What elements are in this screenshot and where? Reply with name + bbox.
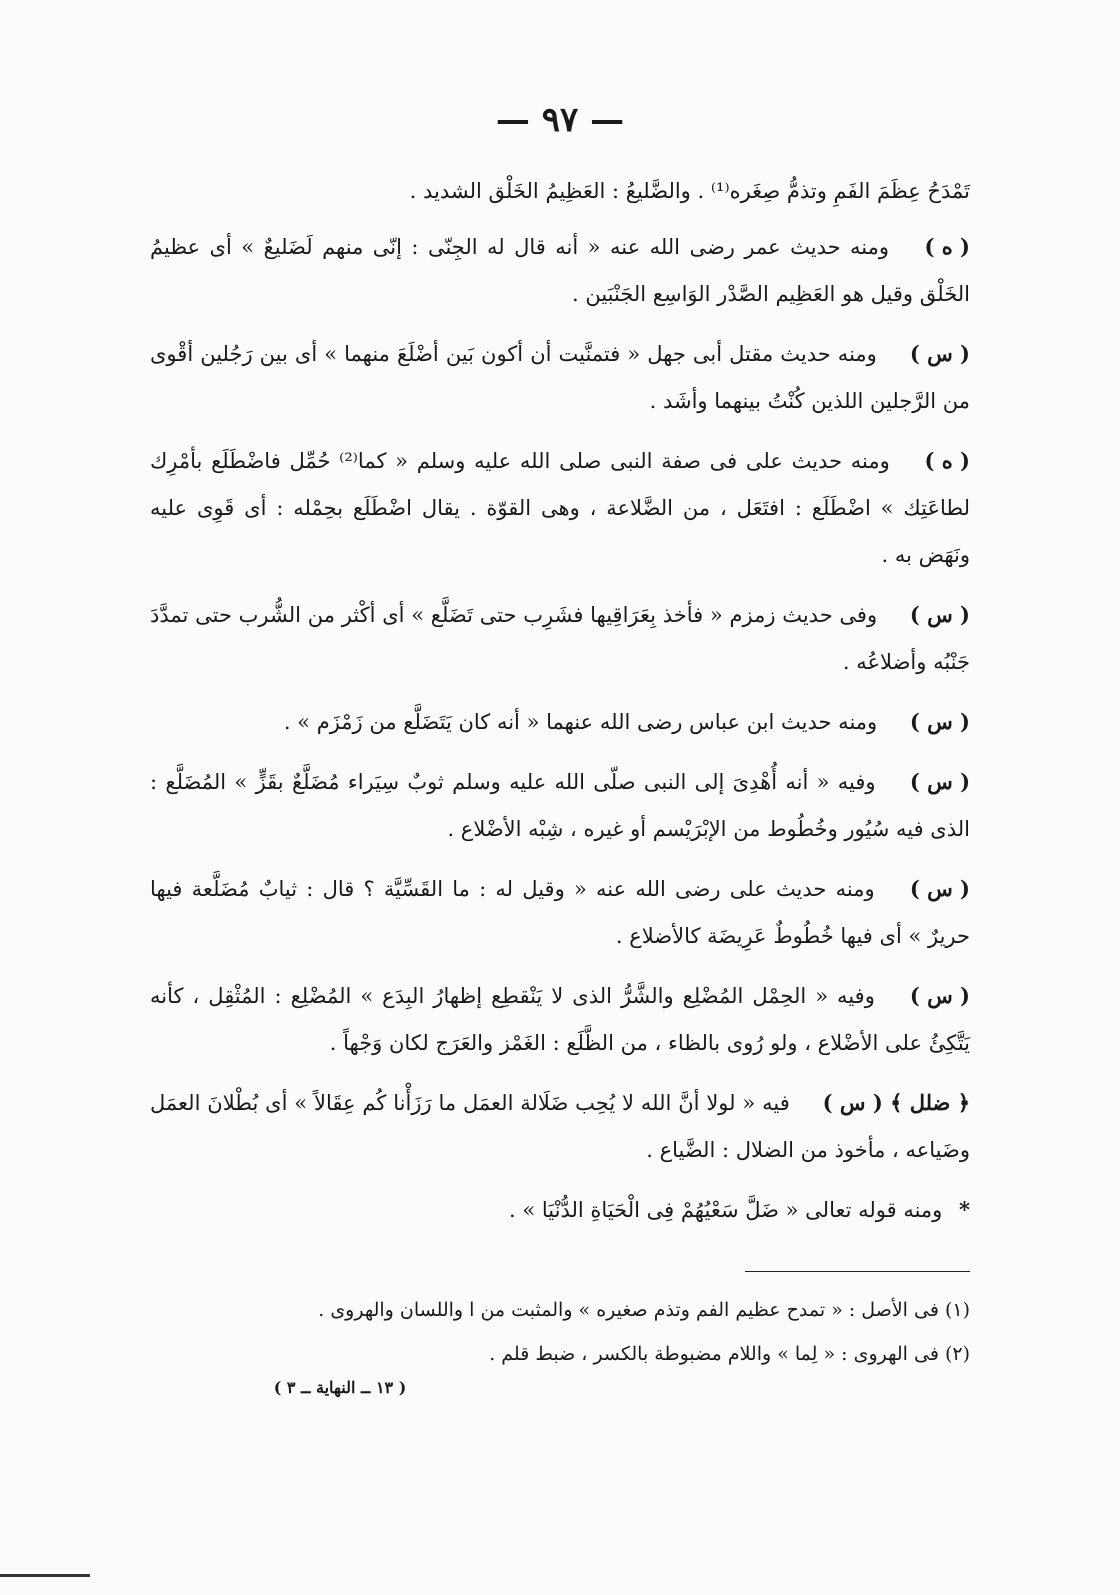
paragraph-entry (150, 758, 970, 853)
footnotes (150, 1288, 970, 1376)
root-heading: ﴿ ضلل ﴾ ( س ) (822, 1090, 970, 1115)
paragraph-text: ومنه حديث على رضى الله عنه « وقيل له : ما القَسِّيَّة ؟ قال : ثيابٌ مُضَلَّعة فيها حريرٌ » أى فيها خُطُوطٌ عَرِيضَة كالأضلاع . (150, 877, 970, 948)
paragraph-entry (150, 223, 970, 318)
paragraph-text: فيه « لولا أنَّ الله لا يُحِب ضَلَالة العمَل ما رَزَأْنا كُم عِقَالاً » أى بُطْلانَ العمَل وضَياعه ، مأخوذ من الضلال : الضَّياع . (150, 1091, 970, 1162)
signature-mark: ( ١٣ ــ النهاية ــ ٣ ) (273, 1378, 407, 1397)
paragraph-entry (150, 972, 970, 1067)
paragraph-entry (150, 1079, 970, 1174)
paragraph-entry (150, 698, 970, 746)
main-text (150, 168, 970, 1246)
paragraph-text: تَمْدَحُ عِظَمَ الفَمِ وتذمُّ صِغَره⁽¹⁾ . والضَّليعُ : العَظِيمُ الخَلْق الشديد . (409, 179, 970, 203)
page-number: — ٩٧ — (495, 100, 625, 140)
footnote: (١) فى الأصل : « تمدح عظيم الفم وتذم صغيره » والمثبت من ا واللسان والهروى . (318, 1299, 970, 1321)
source-code: ( ه ) (924, 234, 970, 259)
paragraph-text: ومنه حديث على فى صفة النبى صلى الله عليه وسلم « كما⁽²⁾ حُمِّل فاضْطَلَع بأمْرِك لطاعَتِك » اضْطَلَع : افتَعَل ، من الضَّلاعة ، وهى القوّة . يقال اضْطَلَع بحِمْله : أى قَوِى عليه ونَهَض به . (150, 449, 971, 567)
footnote-divider (745, 1271, 970, 1272)
paragraph-continuation (150, 168, 970, 215)
paragraph-text: ومنه حديث مقتل أبى جهل « فتمنَّيت أن أكون بَين أضْلَعَ منهما » أى بين رَجُلين أقْوى من الرَّجلين اللذين كُنْتُ بينهما وأشَد . (150, 342, 970, 413)
paragraph-entry (150, 437, 970, 579)
source-code: ( س ) (909, 769, 971, 794)
paragraph-text: ومنه حديث عمر رضى الله عنه « أنه قال له الجِنّى : إنّى منهم لَضَليعٌ » أى عظيمُ الخَلْق وقيل هو العَظِيم الصَّدْر الوَاسِع الجَنْبَين . (150, 235, 970, 306)
paragraph-entry (150, 1186, 970, 1234)
paragraph-text: وفيه « الحِمْل المُضْلِع والشَّرُّ الذى لا يَنْقطِع إظهارُ البِدَع » المُضْلِع : المُثْقِل ، كأنه يَتَّكِئُ على الأضْلاع ، ولو رُوى بالظاء ، من الظَّلَع : الغَمْز والعَرَج لكان وَجْهاً . (150, 984, 970, 1055)
asterisk-marker: * (959, 1197, 970, 1222)
source-code: ( س ) (909, 709, 970, 734)
source-code: ( س ) (909, 341, 970, 366)
paragraph-entry (150, 330, 970, 425)
source-code: ( ه ) (924, 448, 970, 473)
paragraph-text: ومنه حديث ابن عباس رضى الله عنهما « أنه كان يَتَضَلَّع من زَمْزَم » . (283, 710, 878, 734)
source-code: ( س ) (909, 983, 970, 1008)
paragraph-text: وفى حديث زمزم « فأخذ بِعَرَاقِيها فشَرِب حتى تَضَلَّع » أى أكْثر من الشُّرب حتى تمدَّدَ جَنْبُه وأضلاعُه . (150, 603, 970, 674)
source-code: ( س ) (909, 602, 970, 627)
paragraph-entry (150, 591, 970, 686)
paragraph-text: ومنه قوله تعالى « ضَلَّ سَعْيُهُمْ فِى الْحَيَاةِ الدُّنْيَا » . (509, 1198, 943, 1222)
scan-edge-line (0, 1574, 90, 1577)
source-code: ( س ) (909, 876, 970, 901)
paragraph-text: وفيه « أنه أُهْدِىَ إلى النبى صلّى الله عليه وسلم ثوبٌ سِيَراء مُضَلَّعٌ بقَزٍّ » المُضَلَّع : الذى فيه سُيُور وخُطُوط من الإبْرَيْسم أو غيره ، شِبْه الأضْلاع . (150, 770, 970, 841)
paragraph-entry (150, 865, 970, 960)
footnote: (٢) فى الهروى : « لِما » واللام مضبوطة بالكسر ، ضبط قلم . (489, 1343, 970, 1365)
